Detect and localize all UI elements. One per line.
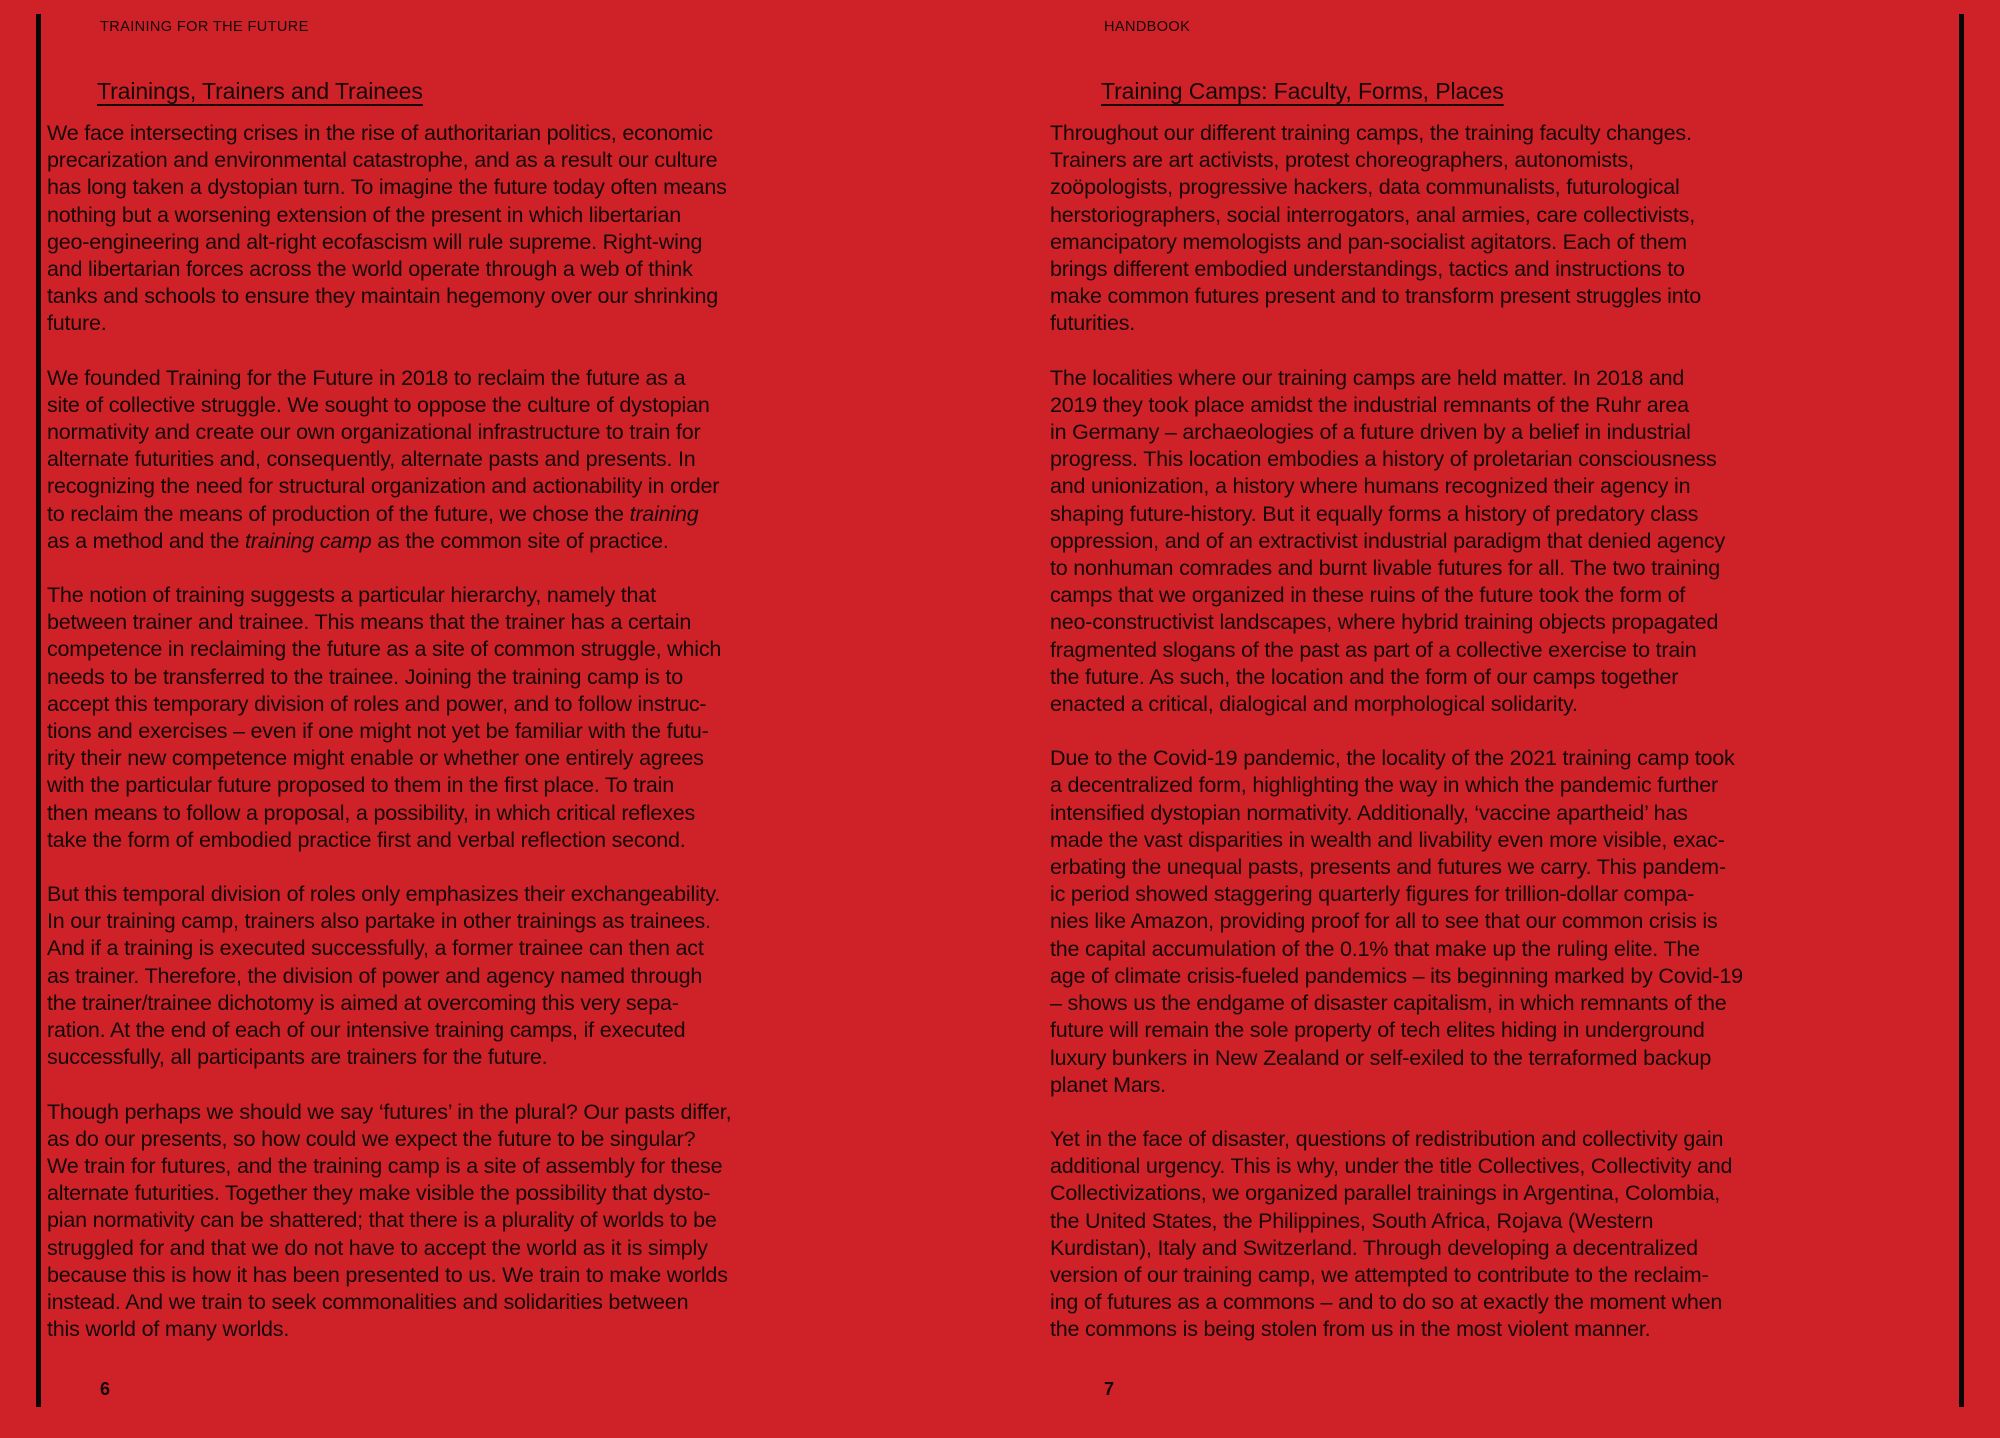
- text-line: geo-engineering and alt-right ecofascism will rule supreme. Right-wing: [47, 229, 703, 254]
- text-line: the trainer/trainee dichotomy is aimed at overcoming this very sepa-: [47, 990, 679, 1015]
- text-line: site of collective struggle. We sought to oppose the culture of dystopian: [47, 392, 710, 417]
- text-line: emancipatory memologists and pan-socialist agitators. Each of them: [1050, 229, 1687, 254]
- text-line: In our training camp, trainers also partake in other trainings as trainees.: [47, 909, 711, 934]
- text-line: planet Mars.: [1050, 1072, 1166, 1097]
- text-line: Due to the Covid-19 pandemic, the locality of the 2021 training camp took: [1050, 746, 1735, 771]
- text-line: futurities.: [1050, 311, 1136, 336]
- text-line: enacted a critical, dialogical and morphological solidarity.: [1050, 692, 1578, 717]
- text-line: precarization and environmental catastrophe, and as a result our culture: [47, 148, 718, 173]
- text-line: tanks and schools to ensure they maintain hegemony over our shrinking: [47, 284, 719, 309]
- text-line: intensified dystopian normativity. Additionally, ‘vaccine apartheid’ has: [1050, 800, 1688, 825]
- running-header-left: TRAINING FOR THE FUTURE: [100, 19, 309, 35]
- text-line: But this temporal division of roles only emphasizes their exchangeability.: [47, 882, 721, 907]
- text-line: and unionization, a history where humans recognized their agency in: [1050, 474, 1691, 499]
- text-line: – shows us the endgame of disaster capitalism, in which remnants of the: [1050, 991, 1727, 1016]
- running-header-right: HANDBOOK: [1104, 19, 1191, 35]
- paragraph: [1050, 120, 1890, 338]
- page-number-left: 6: [100, 1379, 111, 1399]
- text-line: pian normativity can be shattered; that there is a plurality of worlds to be: [47, 1208, 717, 1233]
- text-line: herstoriographers, social interrogators, anal armies, care collectivists,: [1050, 202, 1696, 227]
- paragraph: [47, 881, 887, 1071]
- text-line: alternate futurities. Together they make visible the possibility that dysto-: [47, 1181, 711, 1206]
- text-line: recognizing the need for structural organization and actionability in order: [47, 474, 720, 499]
- text-line: the future. As such, the location and the form of our camps together: [1050, 664, 1679, 689]
- text-line: normativity and create our own organizational infrastructure to train for: [47, 420, 701, 445]
- text-line: ic period showed staggering quarterly figures for trillion-dollar compa-: [1050, 882, 1695, 907]
- body-text-right: [1050, 120, 1890, 1344]
- text-line: oppression, and of an extractivist industrial paradigm that denied agency: [1050, 528, 1726, 553]
- text-line: in Germany – archaeologies of a future driven by a belief in industrial: [1050, 420, 1691, 445]
- text-line: between trainer and trainee. This means that the trainer has a certain: [47, 610, 692, 635]
- text-line: nies like Amazon, providing proof for all to see that our common crisis is: [1050, 909, 1718, 934]
- text-line: make common futures present and to transform present struggles into: [1050, 284, 1702, 309]
- text-line: additional urgency. This is why, under the title Collectives, Collectivity and: [1050, 1154, 1733, 1179]
- text-line: take the form of embodied practice first and verbal reflection second.: [47, 827, 686, 852]
- text-line: to reclaim the means of production of the future, we chose the training: [47, 501, 699, 526]
- text-line: neo-constructivist landscapes, where hybrid training objects propagated: [1050, 610, 1719, 635]
- paragraph: [47, 365, 887, 555]
- text-line: tions and exercises – even if one might not yet be familiar with the futu-: [47, 719, 709, 744]
- text-line: the United States, the Philippines, South Africa, Rojava (Western: [1050, 1208, 1654, 1233]
- text-line: with the particular future proposed to them in the first place. To train: [47, 773, 674, 798]
- text-line: We face intersecting crises in the rise of authoritarian politics, economic: [47, 121, 713, 145]
- section-title-right: Training Camps: Faculty, Forms, Places: [1101, 78, 1504, 104]
- text-line: accept this temporary division of roles and power, and to follow instruc-: [47, 691, 707, 716]
- page-number-right: 7: [1104, 1379, 1115, 1399]
- text-line: age of climate crisis-fueled pandemics – its beginning marked by Covid-19: [1050, 963, 1743, 988]
- text-line: zoöpologists, progressive hackers, data communalists, futurological: [1050, 175, 1680, 200]
- text-line: as trainer. Therefore, the division of power and agency named through: [47, 963, 703, 988]
- paragraph: [1050, 365, 1890, 719]
- paragraph: [47, 1099, 887, 1344]
- text-line: Kurdistan), Italy and Switzerland. Through developing a decentralized: [1050, 1235, 1698, 1260]
- text-line: erbating the unequal pasts, presents and futures we carry. This pandem-: [1050, 855, 1726, 880]
- text-line: Yet in the face of disaster, questions of redistribution and collectivity gain: [1050, 1126, 1724, 1151]
- text-line: made the vast disparities in wealth and livability even more visible, exac-: [1050, 827, 1725, 852]
- text-line: camps that we organized in these ruins of the future took the form of: [1050, 583, 1686, 608]
- text-line: nothing but a worsening extension of the present in which libertarian: [47, 202, 681, 227]
- text-line: We train for futures, and the training camp is a site of assembly for these: [47, 1153, 723, 1178]
- text-line: this world of many worlds.: [47, 1317, 290, 1342]
- paragraph: [47, 582, 887, 854]
- text-line: the commons is being stolen from us in the most violent manner.: [1050, 1317, 1651, 1342]
- text-line: as a method and the training camp as the common site of practice.: [47, 528, 669, 553]
- paragraph: [1050, 745, 1890, 1099]
- text-line: alternate futurities and, consequently, alternate pasts and presents. In: [47, 447, 696, 472]
- text-line: a decentralized form, highlighting the way in which the pandemic further: [1050, 773, 1719, 798]
- text-line: has long taken a dystopian turn. To imagine the future today often means: [47, 175, 727, 200]
- text-line: successfully, all participants are trainers for the future.: [47, 1045, 548, 1070]
- text-line: luxury bunkers in New Zealand or self-exiled to the terraformed backup: [1050, 1045, 1712, 1070]
- text-line: future.: [47, 311, 107, 336]
- section-title-left: Trainings, Trainers and Trainees: [97, 78, 423, 104]
- text-line: The notion of training suggests a particular hierarchy, namely that: [47, 583, 656, 608]
- text-line: Though perhaps we should we say ‘futures’ in the plural? Our pasts differ,: [47, 1099, 732, 1124]
- right-page: [1000, 0, 2000, 1438]
- paragraph: [47, 120, 887, 338]
- text-line: because this is how it has been presented to us. We train to make worlds: [47, 1262, 728, 1287]
- text-line: then means to follow a proposal, a possibility, in which critical reflexes: [47, 800, 696, 825]
- text-line: rity their new competence might enable or whether one entirely agrees: [47, 746, 704, 771]
- text-line: Throughout our different training camps, the training faculty changes.: [1050, 121, 1692, 145]
- text-line: Trainers are art activists, protest choreographers, autonomists,: [1050, 148, 1634, 173]
- text-line: competence in reclaiming the future as a site of common struggle, which: [47, 637, 722, 662]
- text-line: progress. This location embodies a history of proletarian consciousness: [1050, 447, 1717, 472]
- text-line: as do our presents, so how could we expect the future to be singular?: [47, 1126, 696, 1151]
- text-line: ing of futures as a commons – and to do so at exactly the moment when: [1050, 1290, 1723, 1315]
- text-line: version of our training camp, we attempted to contribute to the reclaim-: [1050, 1262, 1709, 1287]
- text-line: shaping future-history. But it equally forms a history of predatory class: [1050, 501, 1699, 526]
- text-line: the capital accumulation of the 0.1% that make up the ruling elite. The: [1050, 936, 1700, 961]
- text-line: 2019 they took place amidst the industrial remnants of the Ruhr area: [1050, 392, 1689, 417]
- text-line: and libertarian forces across the world operate through a web of think: [47, 257, 693, 282]
- text-line: to nonhuman comrades and burnt livable futures for all. The two training: [1050, 556, 1721, 581]
- text-line: brings different embodied understandings, tactics and instructions to: [1050, 257, 1685, 282]
- text-line: struggled for and that we do not have to accept the world as it is simply: [47, 1235, 708, 1260]
- text-line: We founded Training for the Future in 2018 to reclaim the future as a: [47, 365, 686, 390]
- text-line: instead. And we train to seek commonalities and solidarities between: [47, 1289, 689, 1314]
- body-text-left: [47, 120, 887, 1343]
- text-line: Collectivizations, we organized parallel trainings in Argentina, Colombia,: [1050, 1181, 1720, 1206]
- text-line: And if a training is executed successfully, a former trainee can then act: [47, 936, 704, 961]
- text-line: The localities where our training camps are held matter. In 2018 and: [1050, 365, 1685, 390]
- text-line: future will remain the sole property of tech elites hiding in underground: [1050, 1018, 1705, 1043]
- text-line: fragmented slogans of the past as part of a collective exercise to train: [1050, 637, 1697, 662]
- text-line: needs to be transferred to the trainee. Joining the training camp is to: [47, 664, 683, 689]
- paragraph: [1050, 1126, 1890, 1344]
- text-line: ration. At the end of each of our intensive training camps, if executed: [47, 1018, 686, 1043]
